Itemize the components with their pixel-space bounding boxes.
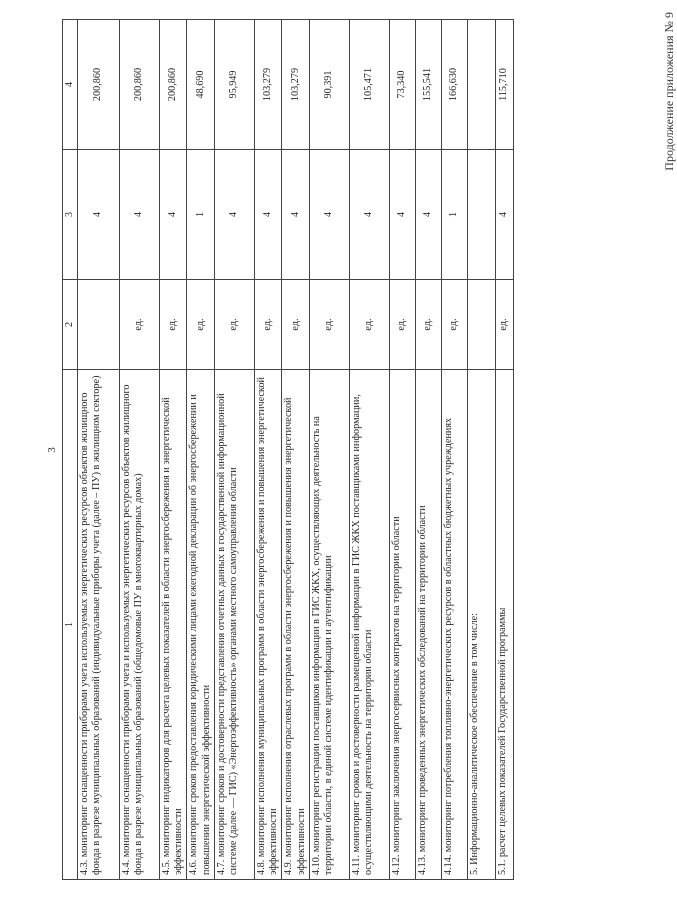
table-row	[441, 20, 467, 880]
row-value: 200,860	[78, 20, 120, 150]
row-value: 155,541	[415, 20, 441, 150]
table-row	[78, 20, 120, 880]
row-unit: ед.	[495, 280, 513, 370]
table-row	[389, 20, 415, 880]
row-value: 73,340	[389, 20, 415, 150]
row-text: 4.10. мониторинг регистрации поставщиков информации в ГИС ЖКХ, осуществляющих деятельность на территории области, в единой системе идентификации и аутентификации	[309, 370, 349, 880]
row-text: 4.4. мониторинг оснащенности приборами учета и используемых энергетических ресурсов объектов жилищного фонда в разрезе муниципальных образований (общедомовые ПУ в многоквартирных домах)	[120, 370, 160, 880]
row-value: 105,471	[349, 20, 389, 150]
rotated-content	[46, 12, 676, 880]
row-col3: 4	[349, 150, 389, 280]
appendix-label: Продолжение приложения № 9	[662, 12, 676, 171]
row-value	[467, 20, 495, 150]
row-unit	[78, 280, 120, 370]
row-unit: ед.	[254, 280, 281, 370]
row-text: 4.7. мониторинг сроков и достоверности представления отчетных данных в государственной информационной системе (далее — ГИС) «Энергоэффективность» органами местного самоуправления области	[214, 370, 254, 880]
row-unit: ед.	[282, 280, 309, 370]
row-unit: ед.	[120, 280, 160, 370]
row-text: 5. Информационно-аналитическое обеспечение в том числе:	[467, 370, 495, 880]
row-unit: ед.	[389, 280, 415, 370]
header-cell-3: 3	[63, 150, 78, 280]
table-row	[309, 20, 349, 880]
row-col3: 4	[214, 150, 254, 280]
row-value: 103,279	[254, 20, 281, 150]
header-cell-4: 4	[63, 20, 78, 150]
row-col3: 4	[415, 150, 441, 280]
header-cell-1: 1	[63, 370, 78, 880]
row-text: 4.12. мониторинг заключения энергосервисных контрактов на территории области	[389, 370, 415, 880]
row-col3: 4	[389, 150, 415, 280]
row-unit: ед.	[160, 280, 187, 370]
table-row	[467, 20, 495, 880]
row-value: 166,630	[441, 20, 467, 150]
table-row	[214, 20, 254, 880]
row-value: 200,860	[120, 20, 160, 150]
row-col3: 1	[441, 150, 467, 280]
row-col3: 1	[187, 150, 214, 280]
row-unit: ед.	[415, 280, 441, 370]
row-text: 4.6. мониторинг сроков предоставления юридическими лицами ежегодной декларации об энергосбережении и повышении энергетической эффективности	[187, 370, 214, 880]
row-value: 95,949	[214, 20, 254, 150]
row-value: 48,690	[187, 20, 214, 150]
row-col3: 4	[495, 150, 513, 280]
row-col3: 4	[78, 150, 120, 280]
table-row	[187, 20, 214, 880]
row-col3: 4	[120, 150, 160, 280]
table-row	[415, 20, 441, 880]
row-value: 115,710	[495, 20, 513, 150]
table-row	[495, 20, 513, 880]
row-text: 4.9. мониторинг исполнения отраслевых программ в области энергосбережения и повышения энергетической эффективности	[282, 370, 309, 880]
page-number: 3	[46, 447, 58, 453]
row-value: 103,279	[282, 20, 309, 150]
row-col3	[467, 150, 495, 280]
header-cell-2: 2	[63, 280, 78, 370]
row-text: 5.1. расчет целевых показателей Государственной программы	[495, 370, 513, 880]
row-unit	[467, 280, 495, 370]
row-value: 90,391	[309, 20, 349, 150]
row-unit: ед.	[441, 280, 467, 370]
row-col3: 4	[160, 150, 187, 280]
row-col3: 4	[282, 150, 309, 280]
row-unit: ед.	[187, 280, 214, 370]
row-unit: ед.	[214, 280, 254, 370]
header-row	[63, 20, 78, 880]
row-col3: 4	[254, 150, 281, 280]
row-text: 4.3. мониторинг оснащенности приборами учета используемых энергетических ресурсов объектов жилищного фонда в разрезе муниципальных образований (индивидуальные приборы учета (далее – ПУ) в жилищном секторе)	[78, 370, 120, 880]
row-unit: ед.	[349, 280, 389, 370]
row-text: 4.14. мониторинг потребления топливно-энергетических ресурсов в областных бюджетных учреждениях	[441, 370, 467, 880]
row-text: 4.8. мониторинг исполнения муниципальных программ в области энергосбережения и повышения энергетической эффективности	[254, 370, 281, 880]
table-row	[160, 20, 187, 880]
table-row	[254, 20, 281, 880]
row-unit: ед.	[309, 280, 349, 370]
table-row	[349, 20, 389, 880]
data-table	[62, 19, 514, 880]
row-text: 4.13. мониторинг проведенных энергетических обследований на территории области	[415, 370, 441, 880]
table-row	[120, 20, 160, 880]
row-value: 200,860	[160, 20, 187, 150]
row-text: 4.11. мониторинг сроков и достоверности размещенной информации в ГИС ЖКХ поставщиками информации, осуществляющими деятельность на территории области	[349, 370, 389, 880]
row-text: 4.5. мониторинг индикаторов для расчета целевых показателей в области энергосбережения и энергетической эффективности	[160, 370, 187, 880]
row-col3: 4	[309, 150, 349, 280]
table-row	[282, 20, 309, 880]
